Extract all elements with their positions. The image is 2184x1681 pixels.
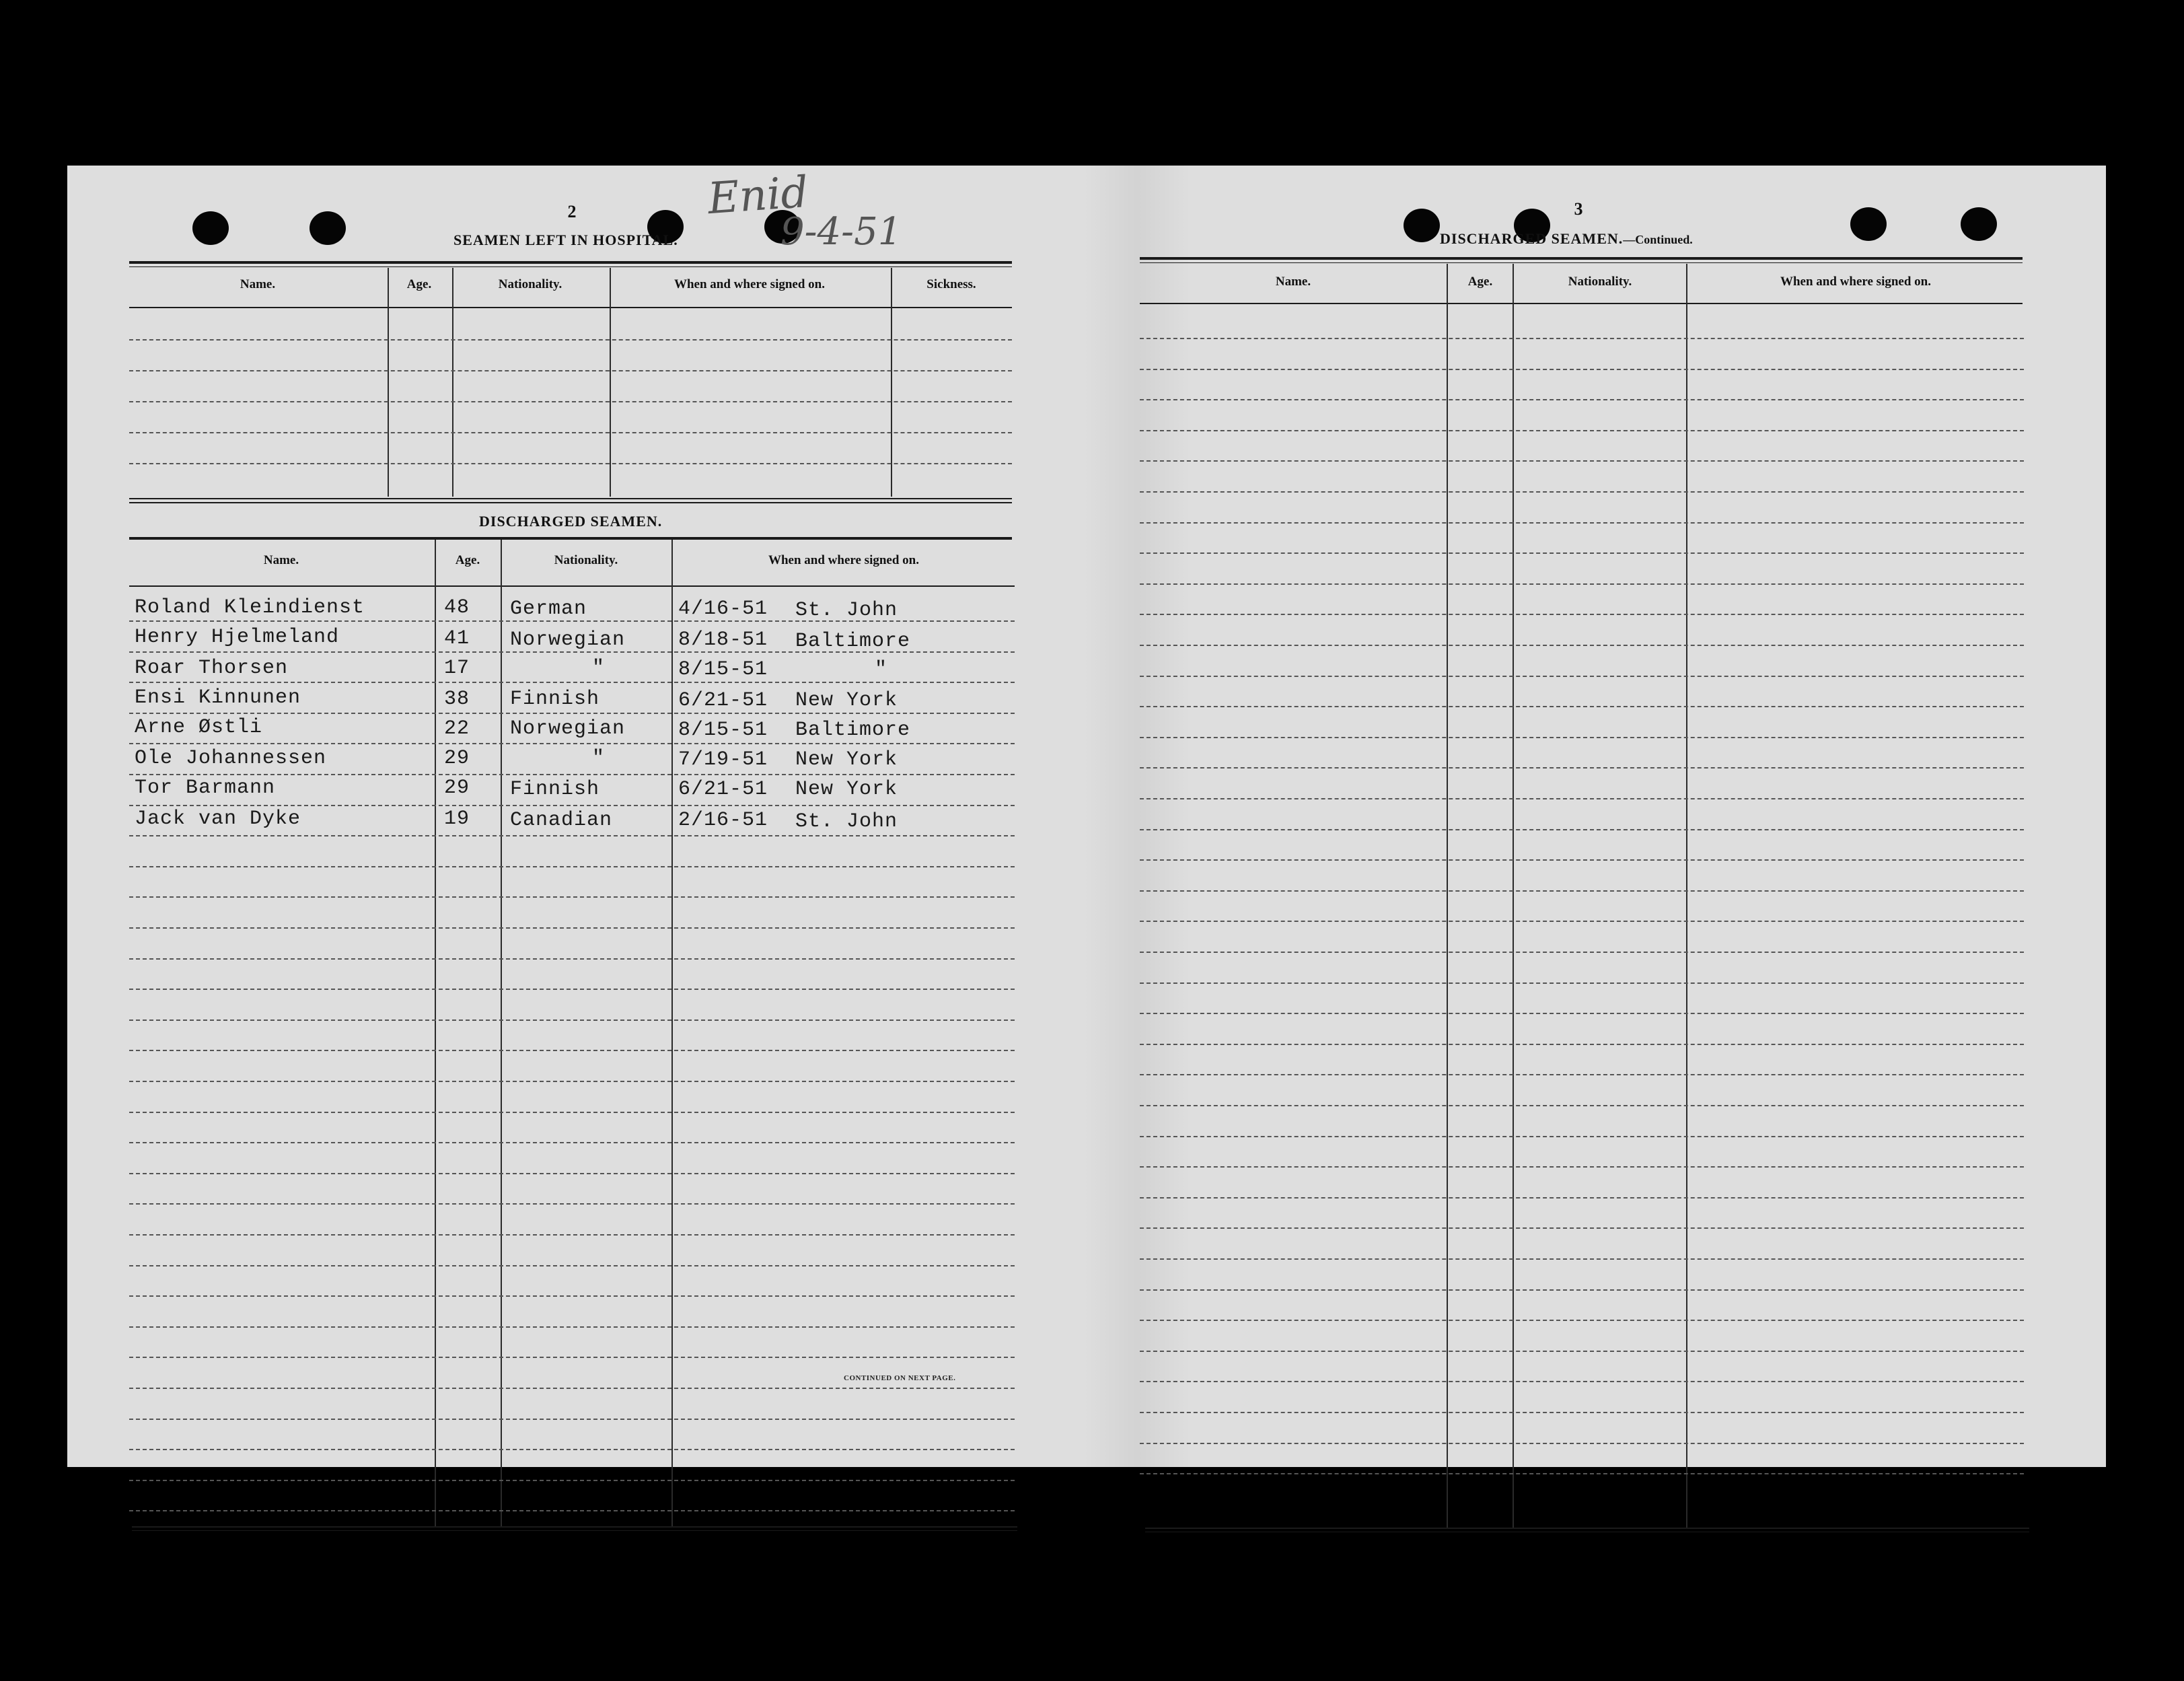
hospital-top-rule-thin: [129, 266, 1012, 267]
seaman-nationality: Norwegian: [510, 629, 626, 651]
ruling-line: [129, 1112, 1015, 1113]
left-page-number: 2: [567, 202, 577, 221]
ruling-line: [1140, 1105, 2024, 1106]
ruling-line: [1140, 1351, 2024, 1352]
ruling-line: [129, 896, 1015, 898]
right-top-rule-thin: [1140, 262, 2023, 263]
discharged-column-divider: [671, 540, 673, 1528]
signed-on-place: New York: [795, 778, 898, 801]
handwritten-name: Enid: [706, 167, 810, 225]
ruling-line: [129, 682, 1015, 683]
ruling-line: [129, 927, 1015, 929]
right-page-number: 3: [1574, 199, 1583, 219]
ruling-line: [129, 713, 1015, 714]
ruling-line: [129, 1081, 1015, 1082]
seaman-name: Tor Barmann: [135, 777, 276, 799]
ruling-line: [1140, 430, 2024, 431]
signed-on-place: St. John: [795, 810, 898, 833]
ruling-line: [129, 1020, 1015, 1021]
discharged-header-age: Age.: [455, 553, 480, 567]
ruling-line: [129, 1295, 1015, 1297]
seaman-nationality: Norwegian: [510, 717, 626, 740]
signed-on-date: 6/21-51: [678, 778, 768, 801]
hospital-header-sickness: Sickness.: [926, 277, 976, 291]
ruling-line: [1140, 767, 2024, 768]
ruling-line: [1140, 338, 2024, 339]
hospital-bottom-rule: [129, 498, 1012, 499]
ruling-line: [129, 835, 1015, 836]
seaman-nationality: ": [592, 657, 606, 680]
ruling-line: [129, 1449, 1015, 1450]
ruling-line: [129, 1203, 1015, 1205]
ruling-line: [1140, 491, 2024, 493]
continued-title-suffix: —Continued.: [1623, 233, 1693, 246]
right-header-age: Age.: [1467, 275, 1493, 289]
ruling-line: [1140, 1412, 2024, 1413]
seaman-age: 22: [444, 717, 470, 740]
ruling-line: [129, 1173, 1015, 1174]
signed-on-place: Baltimore: [795, 630, 911, 653]
hospital-column-divider: [452, 268, 453, 497]
ruling-line: [1140, 737, 2024, 738]
ruling-line: [1140, 1443, 2024, 1444]
ruling-line: [129, 1234, 1015, 1236]
seaman-age: 29: [444, 777, 470, 799]
continued-note: CONTINUED ON NEXT PAGE.: [844, 1374, 956, 1382]
ruling-line: [1140, 645, 2024, 646]
signed-on-date: 7/19-51: [678, 748, 768, 771]
ruling-line: [129, 866, 1015, 867]
punch-hole: [310, 211, 346, 245]
seaman-name: Ensi Kinnunen: [135, 686, 301, 709]
seaman-name: Roar Thorsen: [135, 657, 289, 680]
hospital-title: SEAMEN LEFT IN HOSPITAL.: [453, 231, 678, 248]
ruling-line: [129, 401, 1012, 402]
ruling-line: [1140, 399, 2024, 400]
ruling-line: [129, 743, 1015, 744]
punch-hole: [1404, 209, 1440, 242]
ruling-line: [1140, 952, 2024, 953]
ruling-line: [1140, 583, 2024, 585]
ruling-line: [129, 1142, 1015, 1143]
ruling-line: [1140, 1381, 2024, 1382]
ruling-line: [1140, 1074, 2024, 1075]
ruling-line: [129, 1388, 1015, 1389]
ruling-line: [1140, 1473, 2024, 1474]
ruling-line: [1140, 1320, 2024, 1321]
discharged-header-rule: [129, 585, 1015, 587]
ruling-line: [129, 339, 1012, 341]
punch-hole: [1961, 207, 1997, 241]
ruling-line: [1140, 1136, 2024, 1137]
seaman-name: Arne Østli: [135, 716, 263, 739]
right-header-rule: [1140, 303, 2023, 304]
hospital-column-divider: [891, 268, 892, 497]
ruling-line: [1140, 982, 2024, 984]
signed-on-date: 4/16-51: [678, 598, 768, 620]
ledger-paper: [67, 166, 2106, 1467]
right-header-nationality: Nationality.: [1568, 275, 1632, 289]
seaman-nationality: Canadian: [510, 809, 613, 832]
ruling-line: [129, 774, 1015, 775]
page-fold: [1083, 166, 1191, 1467]
handwritten-date: 9-4-51: [780, 210, 902, 254]
seaman-name: Ole Johannessen: [135, 747, 327, 770]
ruling-line: [1140, 369, 2024, 370]
ruling-line: [129, 432, 1012, 433]
seaman-age: 29: [444, 747, 470, 770]
ruling-line: [1140, 829, 2024, 830]
ruling-line: [1140, 552, 2024, 554]
discharged-title-rule: [129, 537, 1012, 540]
ruling-line: [129, 1419, 1015, 1420]
ruling-line: [129, 370, 1012, 371]
ruling-line: [129, 1480, 1015, 1481]
ruling-line: [1140, 614, 2024, 615]
right-column-divider: [1447, 264, 1448, 1529]
ruling-line: [1140, 1166, 2024, 1168]
hospital-header-name: Name.: [240, 277, 276, 291]
ruling-line: [1140, 1227, 2024, 1229]
seaman-nationality: Finnish: [510, 688, 600, 711]
right-header-signed-on: When and where signed on.: [1780, 275, 1931, 289]
ruling-line: [129, 958, 1015, 960]
signed-on-date: 8/18-51: [678, 629, 768, 651]
hospital-column-divider: [610, 268, 611, 497]
signed-on-date: 8/15-51: [678, 658, 768, 681]
ruling-line: [1140, 460, 2024, 462]
continued-title-main: DISCHARGED SEAMEN.: [1440, 230, 1624, 247]
right-column-divider: [1513, 264, 1514, 1529]
seaman-name: Henry Hjelmeland: [135, 626, 340, 649]
right-top-rule: [1140, 257, 2023, 260]
right-bottom-rule: [1145, 1528, 2029, 1529]
signed-on-place: ": [875, 658, 888, 681]
seaman-age: 38: [444, 688, 470, 711]
seaman-nationality: German: [510, 598, 587, 620]
punch-hole: [1850, 207, 1887, 241]
ruling-line: [1140, 1044, 2024, 1045]
ruling-line: [1140, 859, 2024, 861]
discharged-header-nationality: Nationality.: [554, 553, 618, 567]
discharged-header-signed-on: When and where signed on.: [768, 553, 919, 567]
seaman-nationality: ": [592, 747, 606, 770]
ruling-line: [1140, 676, 2024, 677]
ruling-line: [1140, 1013, 2024, 1014]
discharged-bottom-rule-thin: [132, 1530, 1017, 1531]
ruling-line: [1140, 798, 2024, 799]
seaman-name: Jack van Dyke: [135, 808, 301, 830]
signed-on-place: New York: [795, 689, 898, 712]
hospital-top-rule: [129, 261, 1012, 264]
hospital-column-divider: [388, 268, 389, 497]
ruling-line: [129, 1050, 1015, 1051]
ruling-line: [129, 1326, 1015, 1328]
seaman-age: 48: [444, 596, 470, 619]
signed-on-date: 8/15-51: [678, 719, 768, 742]
hospital-header-rule: [129, 307, 1012, 308]
discharged-column-divider: [501, 540, 502, 1528]
signed-on-date: 2/16-51: [678, 809, 768, 832]
ruling-line: [129, 1357, 1015, 1358]
hospital-header-signed-on: When and where signed on.: [674, 277, 825, 291]
signed-on-date: 6/21-51: [678, 689, 768, 712]
continued-title: [1440, 230, 1693, 248]
seaman-age: 41: [444, 627, 470, 650]
ruling-line: [129, 463, 1012, 464]
seaman-name: Roland Kleindienst: [135, 596, 365, 619]
signed-on-place: Baltimore: [795, 719, 911, 742]
hospital-header-age: Age.: [406, 277, 432, 291]
ruling-line: [1140, 921, 2024, 922]
signed-on-place: St. John: [795, 599, 898, 622]
right-header-name: Name.: [1275, 275, 1311, 289]
seaman-age: 19: [444, 808, 470, 830]
discharged-title: DISCHARGED SEAMEN.: [479, 513, 663, 530]
ruling-line: [129, 989, 1015, 990]
punch-hole: [192, 211, 229, 245]
discharged-column-divider: [435, 540, 436, 1528]
ruling-line: [1140, 890, 2024, 892]
ruling-line: [129, 1510, 1015, 1511]
seaman-nationality: Finnish: [510, 778, 600, 801]
ruling-line: [129, 805, 1015, 806]
signed-on-place: New York: [795, 748, 898, 771]
ruling-line: [1140, 706, 2024, 707]
hospital-header-nationality: Nationality.: [498, 277, 562, 291]
ruling-line: [1140, 1289, 2024, 1291]
discharged-bottom-rule: [132, 1526, 1017, 1528]
discharged-top-rule: [129, 502, 1012, 503]
ruling-line: [129, 1265, 1015, 1266]
discharged-header-name: Name.: [263, 553, 299, 567]
seaman-age: 17: [444, 657, 470, 680]
ruling-line: [1140, 1258, 2024, 1260]
ruling-line: [1140, 522, 2024, 524]
right-column-divider: [1686, 264, 1687, 1529]
ruling-line: [1140, 1197, 2024, 1199]
